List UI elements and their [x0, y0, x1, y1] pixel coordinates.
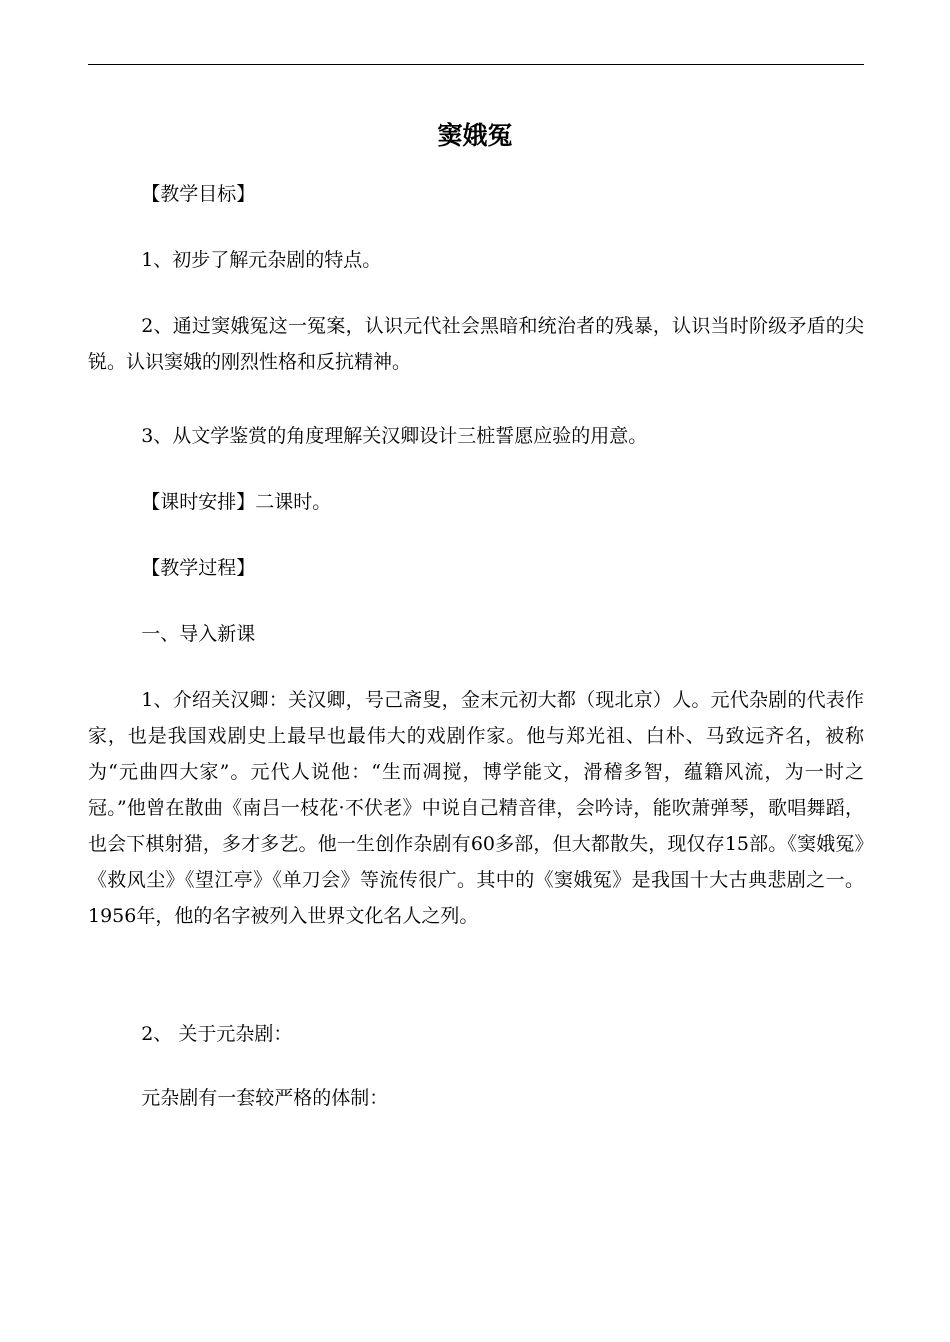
subsection-heading-yuan-zaju: 2、 关于元杂剧：	[141, 1023, 293, 1045]
goal-item-2: 2、通过窦娥冤这一冤案，认识元代社会黑暗和统治者的残暴，认识当时阶级矛盾的尖锐。认识窦娥的刚烈性格和反抗精神。	[88, 315, 864, 373]
section-heading-process: 【教学过程】	[141, 557, 256, 579]
header-rule	[88, 64, 864, 65]
goal-item-3: 3、从文学鉴赏的角度理解关汉卿设计三桩誓愿应验的用意。	[141, 425, 648, 447]
document-title: 窦娥冤	[437, 121, 513, 150]
section-heading-teaching-goals: 【教学目标】	[141, 183, 256, 205]
subsection-heading-intro: 一、导入新课	[141, 623, 256, 645]
paragraph-yuan-zaju-system: 元杂剧有一套较严格的体制：	[141, 1087, 389, 1109]
paragraph-guan-hanqing-intro: 1、介绍关汉卿：关汉卿，号己斋叟，金末元初大都（现北京）人。元代杂剧的代表作家，也是我国戏剧史上最早也最伟大的戏剧作家。他与郑光祖、白朴、马致远齐名，被称为“元曲四大家”。元代人说他：“生而凋搅，博学能文，滑稽多智，蕴籍风流，为一时之冠。”他曾在散曲《南吕一枝花·不伏老》中说自己精音律，会吟诗，能吹萧弹琴，歌唱舞蹈，也会下棋射猎，多才多艺。他一生创作杂剧有60多部，但大都散失，现仅存15部。《窦娥冤》《救风尘》《望江亭》《单刀会》等流传很广。其中的《窦娥冤》是我国十大古典悲剧之一。1956年，他的名字被列入世界文化名人之列。	[88, 689, 864, 927]
section-heading-schedule: 【课时安排】二课时。	[141, 491, 332, 513]
goal-item-1: 1、初步了解元杂剧的特点。	[141, 249, 382, 271]
